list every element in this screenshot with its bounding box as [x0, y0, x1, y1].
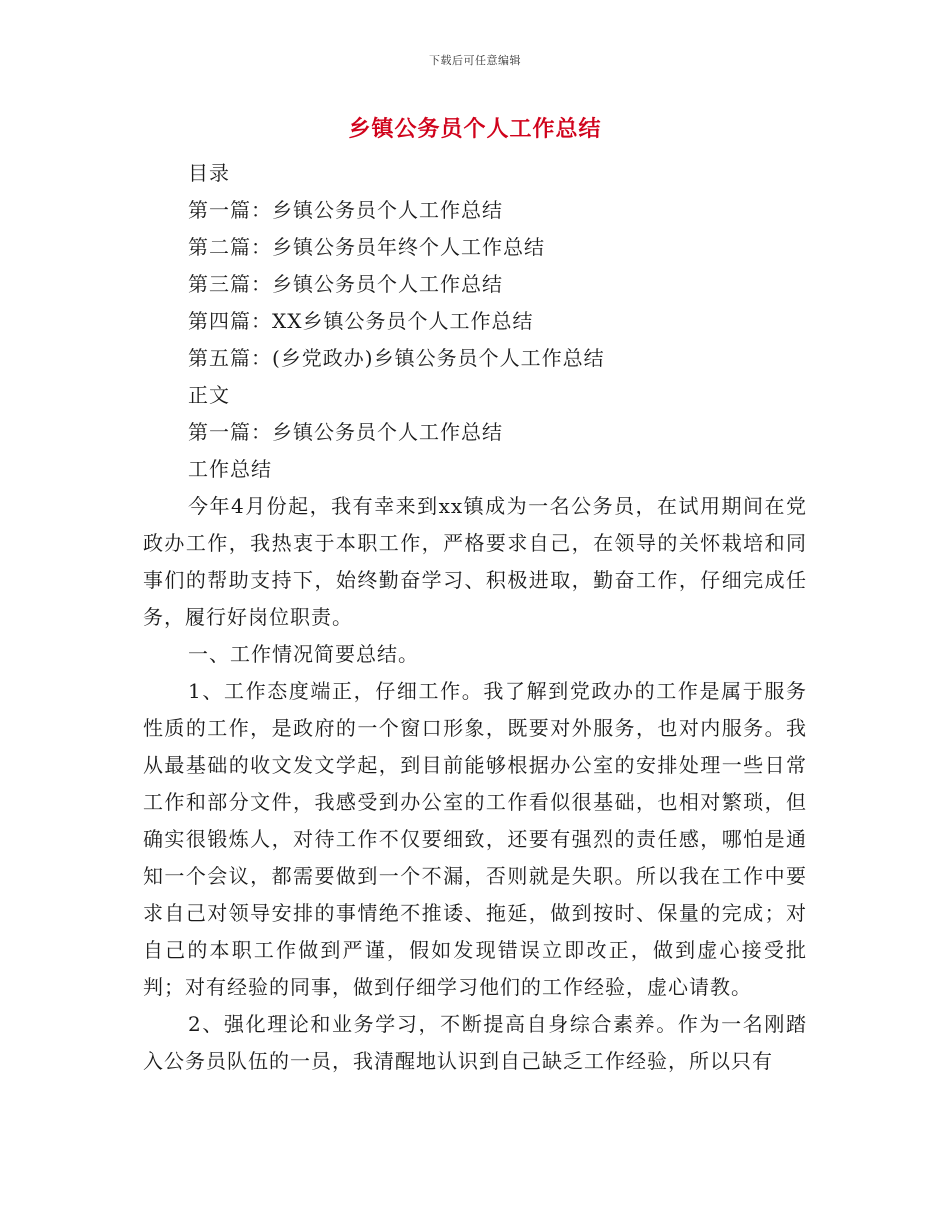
paragraph: 今年4月份起，我有幸来到xx镇成为一名公务员，在试用期间在党政办工作，我热衷于本职工作，严格要求自己，在领导的关怀栽培和同事们的帮助支持下，始终勤奋学习、积极进取，勤奋工作，仔细完成任务，履行好岗位职责。 — [143, 494, 807, 629]
toc-item[interactable]: 第五篇：(乡党政办)乡镇公务员个人工作总结 — [188, 346, 605, 370]
header-note: 下载后可任意编辑 — [429, 54, 521, 67]
body-heading: 正文 — [188, 383, 230, 407]
paragraph: 一、工作情况简要总结。 — [188, 642, 419, 666]
toc-item[interactable]: 第二篇：乡镇公务员年终个人工作总结 — [188, 235, 545, 259]
paragraph: 1、工作态度端正，仔细工作。我了解到党政办的工作是属于服务性质的工作，是政府的一个窗口形象，既要对外服务，也对内服务。我从最基础的收文发文学起，到目前能够根据办公室的安排处理一些日常工作和部分文件，我感受到办公室的工作看似很基础，也相对繁琐，但确实很锻炼人，对待工作不仅要细致，还要有强烈的责任感，哪怕是通知一个会议，都需要做到一个不漏，否则就是失职。所以我在工作中要求自己对领导安排的事情绝不推诿、拖延，做到按时、保量的完成；对自己的本职工作做到严谨，假如发现错误立即改正，做到虚心接受批判；对有经验的同事，做到仔细学习他们的工作经验，虚心请教。 — [143, 679, 807, 999]
document-body — [143, 155, 807, 1080]
toc-item[interactable]: 第三篇：乡镇公务员个人工作总结 — [188, 272, 503, 296]
section-label: 工作总结 — [188, 457, 272, 481]
toc-item[interactable]: 第一篇：乡镇公务员个人工作总结 — [188, 198, 503, 222]
chapter-title: 第一篇：乡镇公务员个人工作总结 — [188, 420, 503, 444]
document-title: 乡镇公务员个人工作总结 — [348, 117, 602, 142]
paragraph: 2、强化理论和业务学习，不断提高自身综合素养。作为一名刚踏入公务员队伍的一员，我清醒地认识到自己缺乏工作经验，所以只有 — [143, 1012, 807, 1073]
toc-heading: 目录 — [188, 161, 230, 185]
toc-item[interactable]: 第四篇：XX乡镇公务员个人工作总结 — [188, 309, 534, 333]
